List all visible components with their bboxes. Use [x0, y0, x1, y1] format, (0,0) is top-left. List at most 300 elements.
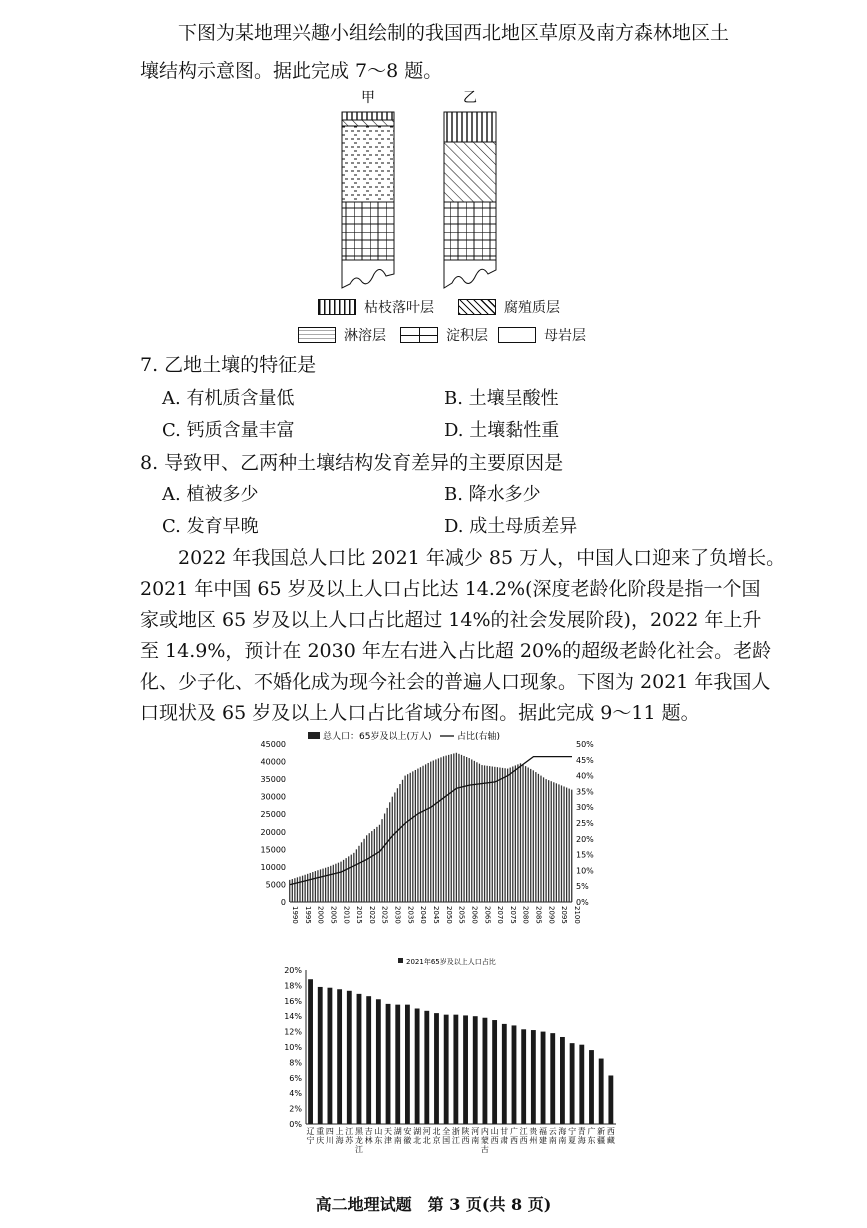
- population-bar: [502, 768, 503, 902]
- province-label: 海: [335, 1136, 344, 1145]
- province-label: 北: [422, 1136, 431, 1145]
- province-label: 广: [587, 1127, 596, 1136]
- province-label: 夏: [568, 1136, 577, 1145]
- population-bar: [369, 833, 370, 902]
- intro2-line1: 2022 年我国总人口比 2021 年减少 85 万人，中国人口迎来了负增长。: [178, 547, 786, 569]
- province-label: 安: [403, 1127, 412, 1136]
- population-bar: [471, 759, 472, 902]
- x-tick: 2035: [406, 906, 415, 924]
- x-tick: 2095: [560, 906, 569, 924]
- q8-option-d[interactable]: D. 成土母质差异: [444, 516, 578, 537]
- population-bar: [569, 789, 570, 902]
- population-bar: [448, 755, 449, 902]
- population-bar: [366, 835, 367, 902]
- population-bar: [304, 875, 305, 902]
- population-bar: [325, 868, 326, 902]
- province-label: 西: [461, 1136, 470, 1145]
- province-bar: [434, 1013, 439, 1124]
- population-bar: [458, 754, 459, 902]
- population-bar: [566, 788, 567, 902]
- population-bar: [469, 758, 470, 902]
- population-bar: [548, 780, 549, 902]
- y-left-tick: 45000: [260, 740, 286, 749]
- x-tick: 2100: [573, 906, 581, 924]
- population-bar: [312, 872, 313, 902]
- x-tick: 2045: [432, 906, 440, 924]
- x-tick: 2060: [470, 906, 479, 924]
- province-label: 西: [490, 1136, 499, 1145]
- province-label: 全: [442, 1127, 451, 1136]
- population-bar: [561, 785, 562, 902]
- x-tick: 1990: [291, 906, 299, 924]
- population-bar: [333, 865, 334, 902]
- y-tick: 12%: [284, 1027, 302, 1037]
- province-label: 江: [354, 1145, 363, 1154]
- population-bar: [425, 764, 426, 902]
- y-left-tick: 5000: [265, 880, 286, 890]
- legend-illuvial: [400, 325, 488, 345]
- province-label: 州: [529, 1136, 538, 1145]
- population-bar: [510, 768, 511, 902]
- province-label: 南: [393, 1136, 402, 1145]
- province-label: 湖: [413, 1127, 422, 1136]
- y-tick: 10%: [284, 1043, 302, 1052]
- population-bar: [387, 808, 388, 902]
- population-bar: [504, 768, 505, 902]
- province-label: 肃: [500, 1136, 509, 1145]
- province-label: 四: [325, 1127, 334, 1136]
- province-bar: [541, 1032, 546, 1124]
- province-label: 南: [548, 1136, 557, 1145]
- population-bar: [420, 767, 421, 902]
- y-right-tick: 45%: [576, 755, 594, 765]
- population-bar: [451, 754, 452, 902]
- population-bar: [499, 768, 500, 902]
- population-bar: [389, 802, 390, 902]
- population-bar: [433, 761, 434, 902]
- soil-label-yi: 乙: [463, 90, 477, 106]
- population-bar: [497, 767, 498, 902]
- population-bar: [487, 766, 488, 902]
- province-bar: [347, 991, 352, 1124]
- province-bar: [453, 1015, 458, 1124]
- population-bar: [358, 846, 359, 902]
- population-bar: [320, 869, 321, 902]
- legend-eluvial-label: 淋溶层: [344, 328, 386, 344]
- y-left-tick: 10000: [260, 862, 286, 872]
- y-right-tick: 10%: [576, 866, 594, 876]
- soil-column-yi: [444, 112, 496, 288]
- x-tick: 2005: [329, 906, 338, 924]
- population-bar: [322, 869, 323, 902]
- province-label: 甘: [500, 1127, 509, 1136]
- y-right-tick: 50%: [576, 740, 594, 749]
- q8-option-a[interactable]: A. 植被多少: [162, 484, 259, 505]
- y-tick: 6%: [289, 1073, 302, 1083]
- legend-eluvial: [298, 325, 386, 345]
- province-bar: [366, 996, 371, 1124]
- population-bar: [571, 790, 572, 902]
- q7-option-c[interactable]: C. 钙质含量丰富: [162, 420, 295, 441]
- y-right-tick: 30%: [576, 803, 594, 813]
- legend-parent-label: 母岩层: [544, 328, 586, 344]
- province-label: 海: [577, 1136, 586, 1145]
- y-left-tick: 20000: [260, 827, 286, 837]
- population-bar: [522, 765, 523, 902]
- population-bar: [538, 774, 539, 902]
- population-bar: [474, 761, 475, 902]
- province-bar: [589, 1050, 594, 1124]
- province-bar: [570, 1043, 575, 1124]
- population-bar: [371, 831, 372, 902]
- province-bar: [328, 988, 333, 1124]
- province-label: 贵: [529, 1127, 538, 1136]
- province-bar: [512, 1025, 517, 1124]
- province-label: 徽: [403, 1136, 412, 1145]
- population-bar: [558, 784, 559, 902]
- province-bar: [531, 1030, 536, 1124]
- intro2-line6: 口现状及 65 岁及以上人口占比省域分布图。据此完成 9～11 题。: [140, 702, 700, 724]
- population-bar: [461, 755, 462, 902]
- province-label: 庆: [316, 1136, 325, 1145]
- parent-swatch: [498, 327, 536, 343]
- province-label: 东: [374, 1136, 383, 1145]
- province-bar: [308, 979, 313, 1124]
- province-bar: [424, 1011, 429, 1124]
- province-bar: [318, 987, 323, 1124]
- humus-swatch: [458, 299, 496, 315]
- population-bar: [553, 782, 554, 902]
- province-label: 南: [471, 1136, 480, 1145]
- province-label: 宁: [306, 1136, 315, 1145]
- page-footer: 高二地理试题 第 3 页(共 8 页): [315, 1195, 552, 1214]
- province-label: 上: [335, 1127, 344, 1136]
- population-bar: [453, 753, 454, 902]
- province-bar: [415, 1009, 420, 1125]
- province-label: 福: [539, 1127, 548, 1136]
- q7-option-d[interactable]: D. 土壤黏性重: [444, 420, 560, 441]
- intro1-line1: 下图为某地理兴趣小组绘制的我国西北地区草原及南方森林地区土: [178, 22, 730, 44]
- province-label: 江: [345, 1127, 354, 1136]
- soil-column-jia: [342, 112, 394, 288]
- soil-structure-diagram: [290, 88, 590, 298]
- province-bar: [483, 1018, 488, 1124]
- population-bar: [492, 766, 493, 902]
- province-label: 宁: [568, 1127, 577, 1136]
- population-bar: [412, 771, 413, 902]
- province-label: 青: [577, 1127, 586, 1136]
- population-bar: [435, 759, 436, 902]
- province-label: 广: [509, 1127, 518, 1136]
- legend-bar-label: 总人口：65岁及以上(万人): [323, 732, 432, 742]
- province-label: 海: [558, 1127, 567, 1136]
- population-bar: [533, 770, 534, 902]
- population-bar: [397, 788, 398, 902]
- y-right-tick: 0%: [576, 898, 589, 907]
- population-bar: [528, 768, 529, 902]
- y-left-tick: 15000: [260, 845, 286, 855]
- population-bar: [402, 780, 403, 902]
- x-tick: 2000: [316, 906, 325, 924]
- y-tick: 8%: [289, 1058, 302, 1068]
- x-tick: 2040: [419, 906, 428, 924]
- population-bar: [407, 774, 408, 902]
- province-bar: [550, 1033, 555, 1124]
- population-bar: [512, 766, 513, 902]
- province-bar: [560, 1037, 565, 1124]
- province-bar: [599, 1059, 604, 1124]
- x-tick: 2075: [508, 906, 517, 924]
- x-tick: 2055: [457, 906, 466, 924]
- province-label: 山: [490, 1127, 499, 1136]
- province-label: 建: [539, 1136, 548, 1145]
- province-label: 湖: [393, 1127, 402, 1136]
- x-tick: 1995: [303, 906, 312, 924]
- legend-line-label: 占比(右轴): [457, 732, 501, 742]
- population-bar: [361, 842, 362, 902]
- y-tick: 0%: [289, 1120, 302, 1129]
- population-bar: [328, 867, 329, 902]
- y-left-tick: 30000: [260, 792, 286, 802]
- legend-litter-label: 枯枝落叶层: [364, 300, 434, 316]
- population-bar: [489, 766, 490, 902]
- y-tick: 14%: [284, 1012, 302, 1022]
- province-label: 江: [451, 1136, 460, 1145]
- y-left-tick: 25000: [260, 810, 286, 820]
- y-tick: 2%: [289, 1104, 302, 1114]
- population-bar: [515, 765, 516, 902]
- population-bar: [299, 877, 300, 902]
- population-bar: [525, 766, 526, 902]
- y-right-tick: 15%: [576, 850, 594, 860]
- province-label: 吉: [364, 1127, 373, 1136]
- province-label: 新: [597, 1127, 606, 1136]
- population-bar: [456, 753, 457, 902]
- population-bar: [517, 764, 518, 902]
- litter-swatch: [318, 299, 356, 315]
- population-bar: [310, 873, 311, 902]
- province-bar: [386, 1004, 391, 1124]
- x-tick: 2030: [393, 906, 402, 924]
- x-tick: 2065: [483, 906, 492, 924]
- elderly-population-chart: [250, 730, 610, 930]
- soil-label-jia: 甲: [361, 90, 375, 106]
- population-bar: [422, 766, 423, 902]
- legend-parent: [498, 325, 586, 345]
- population-bar: [315, 871, 316, 902]
- population-bar: [520, 763, 521, 902]
- x-tick: 2015: [355, 906, 364, 924]
- population-bar: [410, 773, 411, 902]
- x-tick: 2085: [534, 906, 543, 924]
- y-left-tick: 40000: [260, 757, 286, 767]
- population-bar: [302, 876, 303, 902]
- y-left-tick: 35000: [260, 775, 286, 785]
- province-label: 京: [432, 1136, 441, 1145]
- province-label: 重: [316, 1127, 325, 1136]
- population-bar: [484, 765, 485, 902]
- legend-litter: [318, 297, 434, 317]
- population-bar: [545, 779, 546, 902]
- province-bar: [579, 1045, 584, 1124]
- population-bar: [466, 757, 467, 902]
- y-tick: 18%: [284, 981, 302, 991]
- province-label: 东: [587, 1136, 596, 1145]
- province-bar: [405, 1005, 410, 1124]
- population-bar: [289, 880, 290, 902]
- population-bar: [379, 825, 380, 902]
- province-bar: [463, 1015, 468, 1124]
- population-bar: [294, 878, 295, 902]
- province-bar: [521, 1029, 526, 1124]
- x-tick: 2010: [342, 906, 351, 924]
- population-bar: [535, 772, 536, 902]
- intro2-line3: 家或地区 65 岁及以上人口占比超过 14%的社会发展阶段)，2022 年上升: [140, 609, 762, 631]
- province-label: 西: [606, 1127, 615, 1136]
- population-bar: [381, 819, 382, 902]
- population-bar: [443, 756, 444, 902]
- population-bar: [346, 858, 347, 902]
- population-bar: [404, 776, 405, 902]
- legend-humus: [458, 297, 560, 317]
- x-tick: 2025: [380, 906, 389, 924]
- population-bar: [543, 777, 544, 902]
- population-bar: [340, 862, 341, 902]
- y-tick: 20%: [284, 966, 302, 975]
- province-label: 北: [413, 1136, 422, 1145]
- population-bar: [428, 763, 429, 902]
- legend-swatch: [398, 958, 403, 963]
- province-label: 内: [480, 1127, 489, 1136]
- province-bar: [376, 999, 381, 1124]
- x-tick: 2050: [444, 906, 453, 924]
- province-label: 西: [509, 1136, 518, 1145]
- q7-option-a[interactable]: A. 有机质含量低: [162, 388, 295, 409]
- population-bar: [376, 827, 377, 902]
- y-right-tick: 5%: [576, 882, 589, 892]
- province-label: 天: [384, 1127, 393, 1136]
- population-bar: [356, 849, 357, 902]
- eluvial-swatch: [298, 327, 336, 343]
- population-bar: [343, 860, 344, 902]
- province-bar: [502, 1024, 507, 1124]
- province-label: 林: [364, 1136, 373, 1145]
- province-label: 津: [384, 1136, 393, 1145]
- population-bar: [481, 765, 482, 902]
- population-bar: [335, 864, 336, 902]
- population-bar: [445, 756, 446, 902]
- province-label: 疆: [597, 1136, 606, 1145]
- province-bar: [444, 1015, 449, 1124]
- population-bar: [399, 784, 400, 902]
- province-bar: [337, 989, 342, 1124]
- province-bar: [357, 994, 362, 1124]
- population-bar: [330, 866, 331, 902]
- province-share-chart: [270, 958, 630, 1168]
- population-bar: [551, 781, 552, 902]
- legend-illuvial-label: 淀积层: [446, 328, 488, 344]
- intro1-line2: 壤结构示意图。据此完成 7～8 题。: [140, 60, 443, 82]
- population-bar: [363, 839, 364, 902]
- province-label: 西: [519, 1136, 528, 1145]
- population-bar: [540, 776, 541, 902]
- population-bar: [556, 783, 557, 902]
- q8-option-b[interactable]: B. 降水多少: [444, 484, 541, 505]
- population-bar: [353, 853, 354, 902]
- province-label: 山: [374, 1127, 383, 1136]
- province-label: 北: [432, 1127, 441, 1136]
- y-right-tick: 25%: [576, 819, 594, 828]
- province-label: 陕: [461, 1127, 470, 1136]
- population-bar: [463, 756, 464, 902]
- province-label: 浙: [451, 1127, 460, 1136]
- y-right-tick: 35%: [576, 787, 594, 797]
- q8-stem: 8. 导致甲、乙两种土壤结构发育差异的主要原因是: [140, 452, 564, 474]
- province-bar: [492, 1020, 497, 1124]
- population-bar: [563, 786, 564, 902]
- population-bar: [338, 863, 339, 902]
- population-bar: [417, 769, 418, 902]
- q7-option-b[interactable]: B. 土壤呈酸性: [444, 388, 559, 409]
- x-tick: 2090: [547, 906, 556, 924]
- population-bar: [392, 797, 393, 902]
- province-label: 川: [325, 1136, 334, 1145]
- population-bar: [430, 762, 431, 902]
- population-bar: [384, 814, 385, 902]
- y-tick: 4%: [289, 1089, 302, 1099]
- population-bar: [415, 770, 416, 902]
- population-bar: [374, 829, 375, 902]
- province-label: 河: [471, 1127, 480, 1136]
- province-label: 古: [480, 1145, 489, 1154]
- province-label: 云: [548, 1127, 557, 1136]
- province-label: 江: [519, 1127, 528, 1136]
- population-bar: [438, 758, 439, 902]
- province-bar: [608, 1075, 613, 1124]
- q8-option-c[interactable]: C. 发育早晚: [162, 516, 259, 537]
- province-label: 南: [558, 1136, 567, 1145]
- y-right-tick: 40%: [576, 771, 594, 781]
- intro2-line5: 化、少子化、不婚化成为现今社会的普遍人口现象。下图为 2021 年我国人: [140, 671, 771, 693]
- legend-bar-swatch: [308, 732, 320, 739]
- province-label: 龙: [354, 1136, 363, 1145]
- province-label: 国: [442, 1136, 451, 1145]
- x-tick: 2020: [367, 906, 376, 924]
- province-label: 苏: [345, 1136, 354, 1145]
- q7-stem: 7. 乙地土壤的特征是: [140, 354, 317, 376]
- population-bar: [394, 792, 395, 902]
- population-bar: [530, 769, 531, 902]
- population-bar: [348, 856, 349, 902]
- legend-label: 2021年65岁及以上人口占比: [406, 958, 496, 966]
- province-label: 河: [422, 1127, 431, 1136]
- population-bar: [507, 769, 508, 902]
- y-tick: 16%: [284, 996, 302, 1006]
- province-label: 黑: [354, 1127, 363, 1136]
- population-bar: [494, 767, 495, 902]
- province-bar: [395, 1005, 400, 1124]
- province-bar: [473, 1016, 478, 1124]
- legend-humus-label: 腐殖质层: [504, 300, 560, 316]
- y-right-tick: 20%: [576, 834, 594, 844]
- population-bar: [351, 855, 352, 902]
- population-bar: [440, 757, 441, 902]
- x-tick: 2080: [521, 906, 530, 924]
- illuvial-swatch: [400, 327, 438, 343]
- population-bar: [307, 874, 308, 902]
- population-bar: [317, 870, 318, 902]
- x-tick: 2070: [496, 906, 505, 924]
